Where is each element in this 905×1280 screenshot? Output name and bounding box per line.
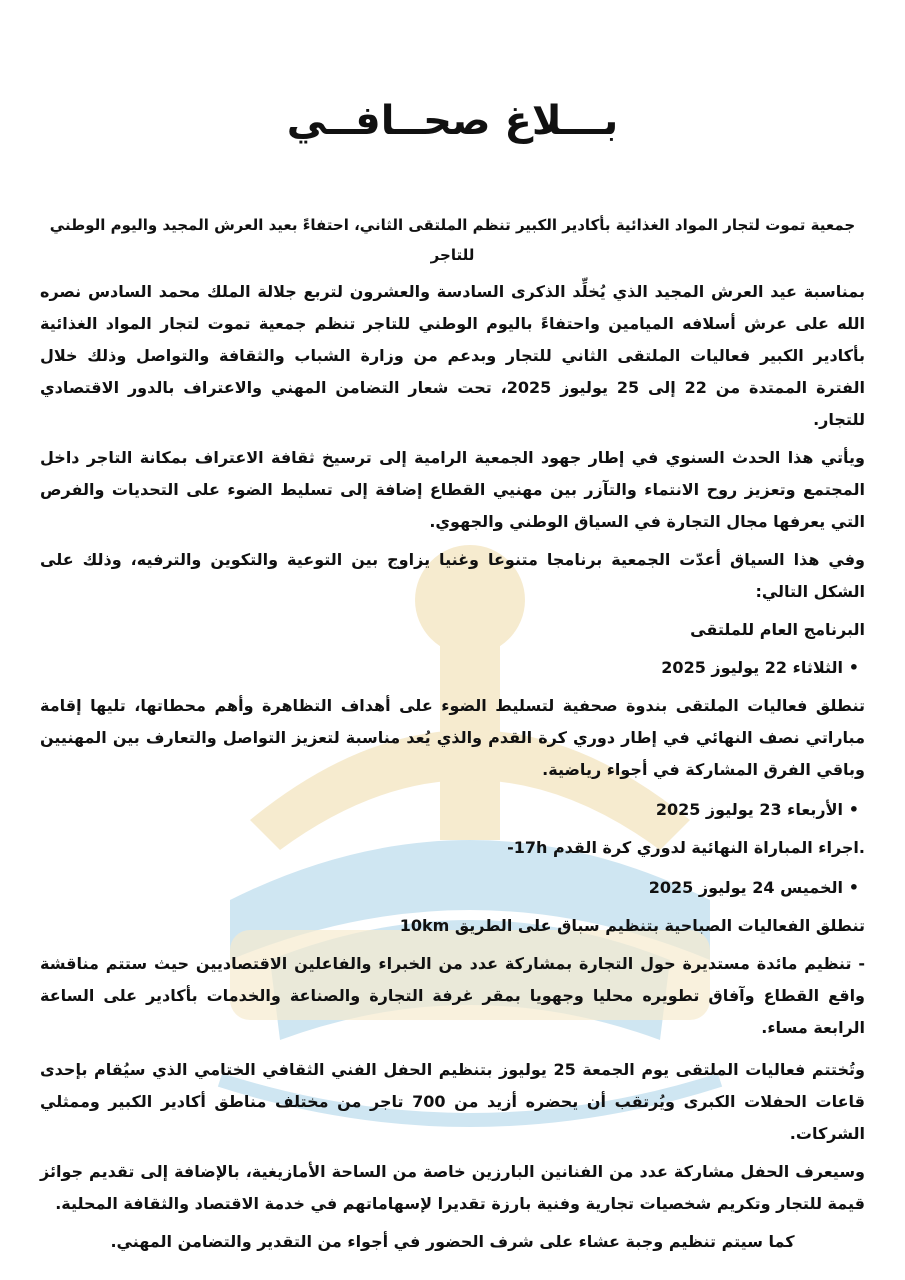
press-release-subtitle: جمعية تموت لتجار المواد الغذائية بأكادير الكبير تنظم الملتقى الثاني، احتفاءً بعيد العرش المجيد واليوم الوطني للتاجر	[49, 216, 856, 264]
day1-description: تنطلق فعاليات الملتقى بندوة صحفية لتسليط الضوء على أهداف التظاهرة وأهم محطاتها، تليها إقامة مباراتي نصف النهائي في إطار دوري كرة القدم والذي يُعد مناسبة لتعزيز التواصل والتعارف بين المهنيين وباقي الفرق المشاركة في أجواء رياضية.	[40, 696, 865, 779]
program-intro-paragraph: وفي هذا السياق أعدّت الجمعية برنامجا متنوعا وغنيا يزاوج بين التوعية والتكوين والترفيه، وذلك على الشكل التالي:	[40, 550, 865, 601]
intro-paragraph: بمناسبة عيد العرش المجيد الذي يُخلِّد الذكرى السادسة والعشرون لتربع جلالة الملك محمد السادس نصره الله على عرش أسلافه الميامين واحتفاءً باليوم الوطني للتاجر تنظم جمعية تموت لتجار المواد الغذائية بأكادير الكبير فعاليات الملتقى الثاني للتجار وبدعم من وزارة الشباب والثقافة والتواصل وذلك خلال الفترة الممتدة من 22 إلى 25 يوليوز 2025، تحت شعار التضامن المهني والاعتراف بالدور الاقتصادي للتجار.	[40, 282, 866, 429]
closing-paragraph: وتُختتم فعاليات الملتقى يوم الجمعة 25 يوليوز بتنظيم الحفل الفني الثقافي الختامي الذي سيُقام بإحدى قاعات الحفلات الكبرى ويُرتقب أن يحضره أزيد من 700 تاجر من مختلف مناطق أكادير الكبير وممثلي الشركات.	[40, 1060, 866, 1143]
day2-date-text: الأربعاء 23 يوليوز 2025	[655, 800, 843, 819]
dinner-paragraph: كما سيتم تنظيم وجبة عشاء على شرف الحضور في أجواء من التقدير والتضامن المهني.	[110, 1232, 795, 1251]
context-paragraph: ويأتي هذا الحدث السنوي في إطار جهود الجمعية الرامية إلى ترسيخ ثقافة الاعتراف بمكانة التاجر داخل المجتمع وتعزيز روح الانتماء والتآزر بين مهنيي القطاع إضافة إلى تسليط الضوء على التحديات والفرص التي يعرفها مجال التجارة في السياق الوطني والجهوي.	[40, 448, 865, 531]
day2-date	[40, 794, 865, 826]
page-title: بـــلاغ صحــافــي	[286, 98, 619, 144]
day1-date-text: الثلاثاء 22 يوليوز 2025	[661, 658, 843, 677]
bullet-icon: •	[848, 658, 859, 677]
bullet-icon: •	[848, 878, 859, 897]
ceremony-paragraph: وسيعرف الحفل مشاركة عدد من الفنانين البارزين خاصة من الساحة الأمازيغية، بالإضافة إلى تقديم جوائز قيمة للتجار وتكريم شخصيات تجارية وفنية بارزة تقديرا لإسهاماتهم في خدمة الاقتصاد والثقافة المحلية.	[40, 1162, 865, 1213]
bullet-icon: •	[848, 800, 859, 819]
day1-date	[40, 652, 865, 684]
day3-description-race: تنطلق الفعاليات الصباحية بتنظيم سباق على الطريق 10km	[399, 916, 865, 935]
day3-date-text: الخميس 24 يوليوز 2025	[648, 878, 843, 897]
day3-description-roundtable: - تنظيم مائدة مستديرة حول التجارة بمشاركة عدد من الخبراء والفاعلين الاقتصاديين حيث ستتم مناقشة واقع القطاع وآفاق تطويره محليا وجهويا بمقر غرفة التجارة والصناعة والخدمات بأكادير على الساعة الرابعة مساء.	[40, 954, 865, 1037]
press-release-body	[40, 210, 865, 1264]
program-heading: البرنامج العام للملتقى	[690, 620, 865, 639]
day3-date	[40, 872, 865, 904]
day2-description: .اجراء المباراة النهائية لدوري كرة القدم 17h-	[507, 838, 865, 857]
